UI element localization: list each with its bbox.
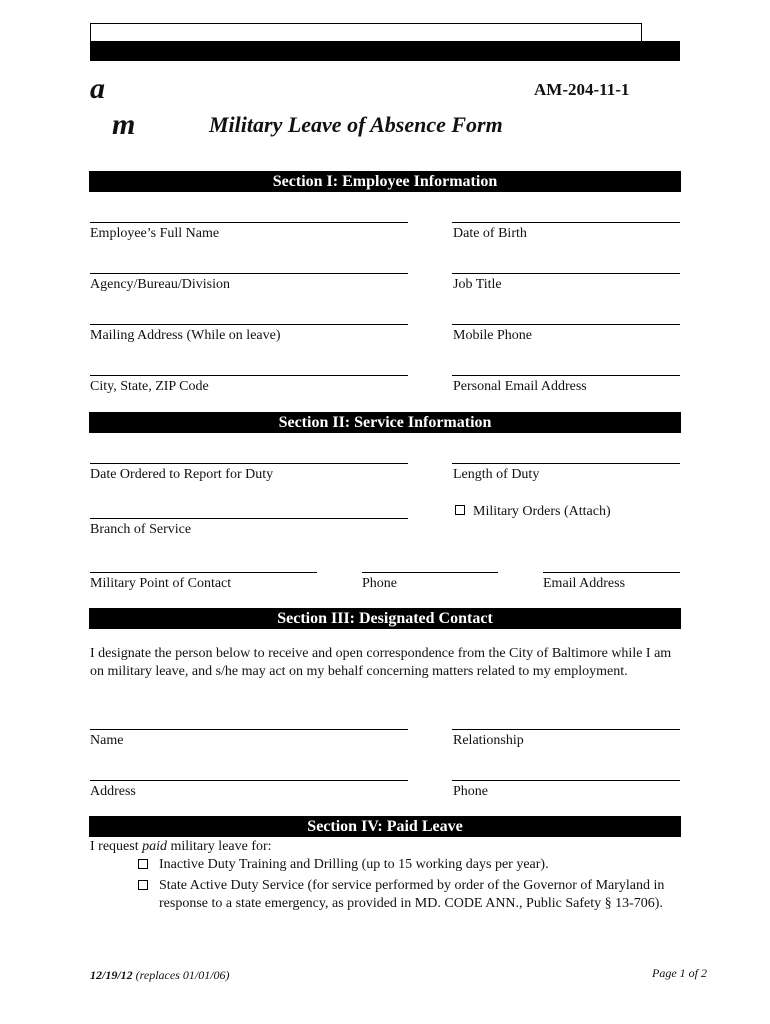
military-orders-checkbox[interactable] [455,505,465,515]
dob-label: Date of Birth [453,226,527,241]
paid-leave-intro [90,838,272,856]
mailing-address-field[interactable] [90,324,408,325]
mobile-phone-label: Mobile Phone [453,328,532,343]
designee-phone-label: Phone [453,784,488,799]
point-of-contact-label: Military Point of Contact [90,576,232,591]
full-name-label: Employee’s Full Name [90,226,220,241]
replaces-note: (replaces 01/01/06) [135,968,230,982]
contact-name-label: Name [90,733,124,748]
header-box [90,23,642,41]
date-ordered-label: Date Ordered to Report for Duty [90,467,274,482]
designee-phone-field[interactable] [452,780,680,781]
military-orders-label: Military Orders (Attach) [473,504,611,519]
section-2-heading: Section II: Service Information [89,412,681,433]
contact-address-field[interactable] [90,780,408,781]
footer-date [90,968,230,983]
designation-paragraph: I designate the person below to receive and open correspondence from the City of Baltimore while I am on military leave, and s/he may act on my behalf concerning matters related to my employment. [90,646,672,679]
form-number: AM-204-11-1 [534,80,630,99]
full-name-field[interactable] [90,222,408,223]
page-number: Page 1 of 2 [652,966,707,980]
dob-field[interactable] [452,222,680,223]
page-title: Military Leave of Absence Form [209,112,503,137]
logo-letter-a: a [90,72,105,105]
branch-label: Branch of Service [90,522,192,537]
agency-label: Agency/Bureau/Division [90,277,230,292]
state-active-duty-checkbox[interactable] [138,880,148,890]
contact-name-field[interactable] [90,729,408,730]
date-ordered-field[interactable] [90,463,408,464]
contact-email-label: Email Address [543,576,626,591]
logo-letter-m: m [112,108,136,141]
intro-text-post: military leave for: [166,839,272,854]
relationship-field[interactable] [452,729,680,730]
job-title-field[interactable] [452,273,680,274]
contact-phone-field[interactable] [362,572,498,573]
agency-field[interactable] [90,273,408,274]
section-1-heading: Section I: Employee Information [89,171,681,192]
job-title-label: Job Title [453,277,502,292]
contact-email-field[interactable] [543,572,680,573]
military-orders-option [455,504,611,520]
mailing-address-label: Mailing Address (While on leave) [90,328,281,343]
intro-text-emphasis: paid [142,839,167,854]
personal-email-field[interactable] [452,375,680,376]
branch-field[interactable] [90,518,408,519]
contact-phone-label: Phone [362,576,397,591]
city-state-zip-label: City, State, ZIP Code [90,379,209,394]
revision-date: 12/19/12 [90,968,133,982]
length-of-duty-label: Length of Duty [453,467,540,482]
point-of-contact-field[interactable] [90,572,317,573]
inactive-duty-label: Inactive Duty Training and Drilling (up to 15 working days per year). [159,857,549,872]
personal-email-label: Personal Email Address [453,379,587,394]
section-3-heading: Section III: Designated Contact [89,608,681,629]
section-4-heading: Section IV: Paid Leave [89,816,681,837]
city-state-zip-field[interactable] [90,375,408,376]
mobile-phone-field[interactable] [452,324,680,325]
contact-address-label: Address [90,784,136,799]
state-active-duty-label: State Active Duty Service (for service performed by order of the Governor of Maryland in response to a state emergency, as provided in MD. CODE ANN., Public Safety § 13-706). [159,878,665,911]
inactive-duty-checkbox[interactable] [138,859,148,869]
header-bar [90,41,680,61]
relationship-label: Relationship [453,733,524,748]
intro-text-pre: I request [90,839,143,854]
length-of-duty-field[interactable] [452,463,680,464]
